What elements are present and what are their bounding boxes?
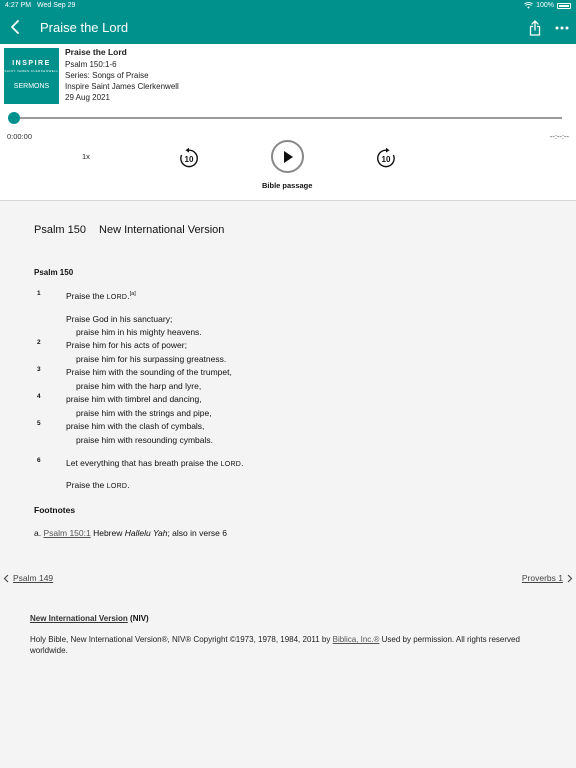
verse-number: 4 bbox=[37, 393, 41, 400]
passage-content bbox=[0, 202, 576, 768]
chevron-right-icon bbox=[567, 574, 573, 583]
skip-forward-10-icon bbox=[375, 147, 397, 169]
play-icon bbox=[282, 150, 294, 164]
more-options-button[interactable] bbox=[552, 18, 572, 38]
verse-3-line-2: praise him with the harp and lyre, bbox=[76, 381, 202, 391]
tab-bible-passage[interactable]: Bible passage bbox=[262, 181, 313, 190]
status-right bbox=[524, 0, 571, 11]
sermon-artwork bbox=[4, 48, 59, 104]
verse-number: 3 bbox=[37, 366, 41, 373]
verse-6-line-1: Let everything that has breath praise the LORD. bbox=[66, 458, 244, 468]
time-remaining: --:--:-- bbox=[549, 132, 569, 141]
battery-icon bbox=[557, 3, 571, 9]
verse-line bbox=[66, 291, 136, 301]
verse-number: 5 bbox=[37, 420, 41, 427]
logo-line3: SERMONS bbox=[13, 83, 50, 90]
progress-track[interactable] bbox=[12, 117, 562, 119]
status-date: Wed Sep 29 bbox=[37, 2, 76, 9]
play-button[interactable] bbox=[271, 140, 304, 173]
copyright-notice bbox=[30, 634, 530, 656]
footnote-text-before: Hebrew bbox=[93, 528, 123, 538]
sermon-passage: Psalm 150:1-6 bbox=[65, 60, 117, 69]
chevron-left-icon bbox=[3, 574, 9, 583]
version-link[interactable]: New International Version bbox=[30, 614, 128, 623]
chevron-left-icon bbox=[10, 20, 20, 34]
verse-2-line-2: praise him for his surpassing greatness. bbox=[76, 354, 227, 364]
copyright-text-after: Used by permission. All rights reserved worldwide. bbox=[30, 635, 520, 655]
verse-number: 6 bbox=[37, 457, 41, 464]
sermon-church: Inspire Saint James Clerkenwell bbox=[65, 82, 179, 91]
verse-5-line-1: praise him with the clash of cymbals, bbox=[66, 421, 205, 431]
verse-1-line-2: Praise God in his sanctuary; bbox=[66, 314, 173, 324]
version-abbr: (NIV) bbox=[130, 614, 149, 623]
time-elapsed: 0:00:00 bbox=[7, 132, 33, 141]
sermon-title: Praise the Lord bbox=[65, 47, 127, 57]
sermon-meta bbox=[65, 47, 179, 103]
next-chapter-label: Proverbs 1 bbox=[521, 573, 563, 583]
psalm-heading: Psalm 150 bbox=[34, 268, 74, 277]
verse-5-line-2: praise him with resounding cymbals. bbox=[76, 435, 214, 445]
share-button[interactable] bbox=[526, 18, 544, 38]
footnotes-heading: Footnotes bbox=[34, 505, 76, 515]
player-panel bbox=[0, 44, 576, 201]
skip-back-seconds: 10 bbox=[184, 155, 194, 164]
version-attribution bbox=[30, 614, 149, 623]
passage-version: New International Version bbox=[99, 224, 225, 236]
footnote-marker: a. bbox=[34, 528, 42, 538]
verse-1-line-1: Praise the LORD. bbox=[66, 291, 130, 301]
share-icon bbox=[529, 20, 541, 36]
footnote-italic-text: Hallelu Yah bbox=[124, 528, 168, 538]
copyright-text-before: Holy Bible, New International Version®, NIV® Copyright ©1973, 1978, 1984, 2011 by bbox=[30, 635, 331, 644]
skip-forward-button[interactable] bbox=[375, 147, 397, 169]
logo-line1: INSPIRE bbox=[12, 60, 51, 67]
verse-4-line-1: praise him with timbrel and dancing, bbox=[66, 394, 202, 404]
back-button[interactable] bbox=[4, 16, 26, 38]
footnote-item bbox=[34, 528, 227, 538]
verse-number: 2 bbox=[37, 339, 41, 346]
verse-2-line-1: Praise him for his acts of power; bbox=[66, 340, 187, 350]
sermon-series: Series: Songs of Praise bbox=[65, 71, 149, 80]
previous-chapter-label: Psalm 149 bbox=[13, 573, 54, 583]
more-horizontal-icon bbox=[555, 26, 569, 30]
skip-back-10-icon bbox=[178, 147, 200, 169]
progress-knob[interactable] bbox=[8, 112, 20, 124]
status-time: 4:27 PM bbox=[5, 2, 32, 9]
nav-bar bbox=[0, 11, 576, 44]
status-bar bbox=[0, 0, 576, 11]
verse-6-line-2: Praise the LORD. bbox=[66, 480, 130, 490]
logo-line2: SAINT JAMES CLERKENWELL bbox=[4, 69, 59, 73]
previous-chapter-link[interactable] bbox=[3, 573, 53, 583]
verse-3-line-1: Praise him with the sounding of the trumpet, bbox=[66, 367, 232, 377]
footnote-text-after: ; also in verse 6 bbox=[167, 528, 227, 538]
verse-number: 1 bbox=[37, 290, 41, 297]
skip-back-button[interactable] bbox=[178, 147, 200, 169]
footnote-marker-link[interactable]: [a] bbox=[129, 291, 136, 298]
skip-forward-seconds: 10 bbox=[381, 155, 391, 164]
wifi-icon bbox=[524, 2, 533, 9]
verse-4-line-2: praise him with the strings and pipe, bbox=[76, 408, 212, 418]
biblica-link[interactable]: Biblica, Inc.® bbox=[332, 635, 380, 644]
playback-speed-button[interactable]: 1x bbox=[82, 152, 90, 161]
footnote-ref-link[interactable]: Psalm 150:1 bbox=[43, 528, 91, 538]
passage-book: Psalm 150 bbox=[34, 224, 86, 236]
nav-title: Praise the Lord bbox=[40, 20, 129, 35]
battery-percent: 100% bbox=[536, 2, 554, 9]
next-chapter-link[interactable] bbox=[522, 573, 573, 583]
passage-reference bbox=[34, 224, 224, 236]
sermon-date: 29 Aug 2021 bbox=[65, 93, 110, 102]
verse-1-line-3: praise him in his mighty heavens. bbox=[76, 327, 202, 337]
